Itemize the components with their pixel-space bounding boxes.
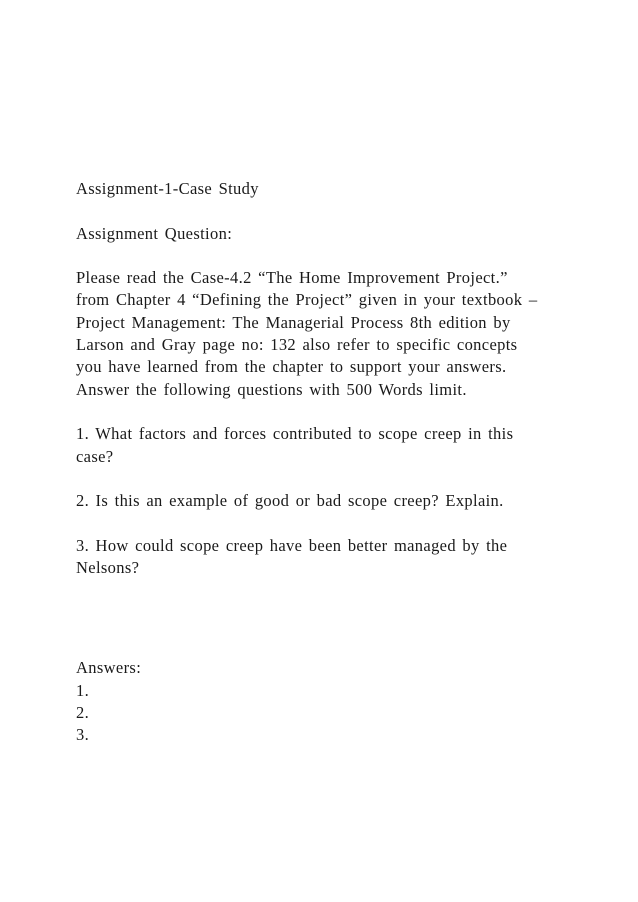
prompt-paragraph [76,267,596,401]
spacer [76,512,596,534]
spacer [76,579,596,657]
document-body [76,178,596,747]
question-line: 1. What factors and forces contributed to scope creep in this [76,424,514,444]
spacer [76,245,596,267]
question-3 [76,535,596,580]
spacer [76,401,596,423]
prompt-line: Please read the Case-4.2 “The Home Improvement Project.” [76,268,508,288]
answer-item: 2. [76,702,90,722]
question-line: 2. Is this an example of good or bad scope creep? Explain. [76,491,504,511]
answers-list [76,680,596,747]
prompt-line: you have learned from the chapter to support your answers. [76,357,507,377]
prompt-line: from Chapter 4 “Defining the Project” given in your textbook – [76,290,538,310]
spacer [76,200,596,222]
prompt-line: Larson and Gray page no: 132 also refer to specific concepts [76,335,518,355]
question-1 [76,423,596,468]
question-2 [76,490,596,512]
question-heading: Assignment Question: [76,223,233,243]
answers-heading: Answers: [76,658,142,678]
answer-item: 3. [76,725,90,745]
question-line: case? [76,446,114,466]
question-line: Nelsons? [76,558,140,578]
assignment-title: Assignment-1-Case Study [76,179,259,198]
question-line: 3. How could scope creep have been better managed by the [76,535,508,555]
prompt-line: Project Management: The Managerial Process 8th edition by [76,312,511,332]
spacer [76,468,596,490]
answer-item: 1. [76,680,90,700]
prompt-line: Answer the following questions with 500 Words limit. [76,379,467,399]
